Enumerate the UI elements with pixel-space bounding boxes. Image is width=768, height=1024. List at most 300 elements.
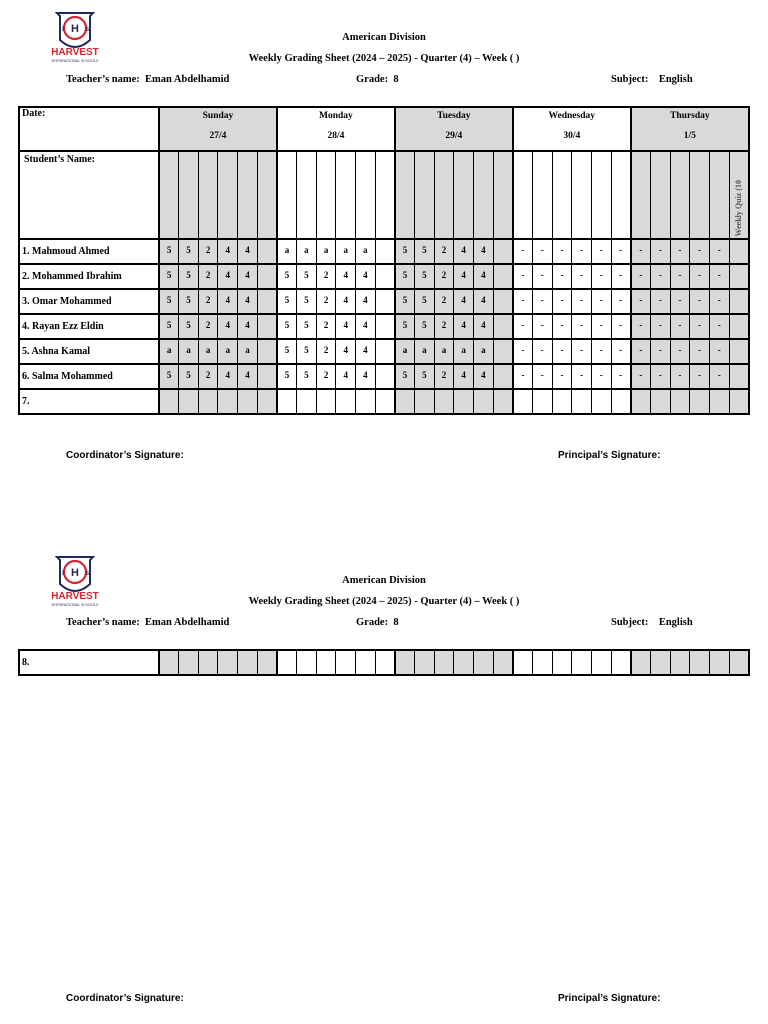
grade-value: - bbox=[639, 244, 643, 255]
grade-cell[interactable] bbox=[159, 339, 179, 364]
grade-cell[interactable] bbox=[611, 239, 631, 264]
grade-cell[interactable] bbox=[513, 650, 533, 675]
grade-cell[interactable] bbox=[434, 650, 454, 675]
grade-cell[interactable] bbox=[631, 364, 651, 389]
student-name: 6. Salma Mohammed bbox=[19, 364, 159, 389]
grade-cell[interactable] bbox=[277, 364, 297, 389]
grade-cell[interactable] bbox=[611, 289, 631, 314]
grade-cell[interactable] bbox=[356, 339, 376, 364]
grade-cell[interactable] bbox=[709, 364, 729, 389]
grade-cell[interactable] bbox=[277, 289, 297, 314]
grade-cell[interactable] bbox=[277, 314, 297, 339]
grade-cell[interactable] bbox=[297, 389, 317, 414]
grade-cell[interactable] bbox=[611, 364, 631, 389]
grade-cell[interactable] bbox=[277, 239, 297, 264]
grade-cell[interactable] bbox=[591, 239, 611, 264]
subject-info: Subject: English bbox=[611, 617, 693, 628]
grade-cell[interactable] bbox=[513, 239, 533, 264]
teacher-info: Teacher’s name: Eman Abdelhamid bbox=[66, 74, 230, 85]
day-name: Wednesday bbox=[548, 111, 596, 121]
grade-cell[interactable] bbox=[709, 650, 729, 675]
grade-cell[interactable] bbox=[670, 364, 690, 389]
grade-cell[interactable] bbox=[277, 264, 297, 289]
grade-cell[interactable] bbox=[591, 650, 611, 675]
grade-cell[interactable] bbox=[297, 650, 317, 675]
grade-cell[interactable] bbox=[198, 239, 218, 264]
grade-cell[interactable] bbox=[415, 239, 435, 264]
grade-cell[interactable] bbox=[218, 339, 238, 364]
grade-cell[interactable] bbox=[474, 650, 494, 675]
grade-cell[interactable] bbox=[454, 364, 474, 389]
quiz-cell[interactable] bbox=[729, 239, 749, 264]
grade-cell[interactable] bbox=[690, 339, 710, 364]
grade-value: 5 bbox=[422, 294, 427, 305]
grade-cell[interactable] bbox=[198, 339, 218, 364]
grade-cell[interactable] bbox=[238, 314, 258, 339]
day-name: Tuesday bbox=[437, 111, 471, 121]
grade-cell[interactable] bbox=[415, 264, 435, 289]
grade-cell[interactable] bbox=[356, 264, 376, 289]
quiz-cell[interactable] bbox=[729, 364, 749, 389]
grade-cell[interactable] bbox=[336, 289, 356, 314]
grade-value: - bbox=[599, 344, 603, 355]
grade-cell[interactable] bbox=[670, 389, 690, 414]
quiz-cell[interactable] bbox=[729, 389, 749, 414]
grade-cell[interactable] bbox=[375, 314, 395, 339]
grade-cell[interactable] bbox=[395, 650, 415, 675]
grade-cell[interactable] bbox=[218, 314, 238, 339]
grade-cell[interactable] bbox=[454, 389, 474, 414]
grade-cell[interactable] bbox=[670, 239, 690, 264]
grade-cell[interactable] bbox=[454, 339, 474, 364]
grade-cell[interactable] bbox=[552, 314, 572, 339]
grade-cell[interactable] bbox=[297, 339, 317, 364]
grade-value: - bbox=[560, 244, 564, 255]
grade-cell[interactable] bbox=[552, 264, 572, 289]
grade-cell[interactable] bbox=[493, 339, 513, 364]
grade-cell[interactable] bbox=[218, 650, 238, 675]
grade-cell[interactable] bbox=[650, 364, 670, 389]
grade-value: - bbox=[717, 294, 721, 305]
student-row bbox=[19, 650, 749, 675]
grade-cell[interactable] bbox=[611, 264, 631, 289]
grade-cell[interactable] bbox=[631, 650, 651, 675]
grade-cell[interactable] bbox=[454, 289, 474, 314]
grade-cell[interactable] bbox=[297, 314, 317, 339]
grade-cell[interactable] bbox=[257, 364, 277, 389]
grade-cell[interactable] bbox=[159, 364, 179, 389]
grade-cell[interactable] bbox=[415, 289, 435, 314]
day-name: Thursday bbox=[670, 111, 710, 121]
svg-text:INTERNATIONAL SCHOOLS: INTERNATIONAL SCHOOLS bbox=[51, 603, 99, 607]
grade-value: 5 bbox=[186, 369, 191, 380]
grade-cell[interactable] bbox=[395, 289, 415, 314]
grade-cell[interactable] bbox=[297, 364, 317, 389]
grade-cell[interactable] bbox=[218, 289, 238, 314]
grade-cell[interactable] bbox=[650, 650, 670, 675]
grade-cell[interactable] bbox=[552, 389, 572, 414]
grade-cell[interactable] bbox=[356, 389, 376, 414]
grade-cell[interactable] bbox=[336, 389, 356, 414]
grade-value: - bbox=[698, 344, 702, 355]
grade-cell[interactable] bbox=[650, 264, 670, 289]
grade-cell[interactable] bbox=[218, 264, 238, 289]
grade-cell[interactable] bbox=[316, 389, 336, 414]
grade-cell[interactable] bbox=[395, 339, 415, 364]
grade-cell[interactable] bbox=[316, 289, 336, 314]
grade-cell[interactable] bbox=[670, 339, 690, 364]
grade-cell[interactable] bbox=[415, 314, 435, 339]
grade-cell[interactable] bbox=[415, 389, 435, 414]
grade-cell[interactable] bbox=[395, 264, 415, 289]
grade-cell[interactable] bbox=[572, 339, 592, 364]
grade-value: - bbox=[599, 269, 603, 280]
grade-cell[interactable] bbox=[611, 389, 631, 414]
quiz-cell[interactable] bbox=[729, 264, 749, 289]
grade-value: 4 bbox=[245, 269, 250, 280]
grade-cell[interactable] bbox=[434, 364, 454, 389]
grade-cell[interactable] bbox=[552, 289, 572, 314]
grade-cell[interactable] bbox=[159, 314, 179, 339]
grade-cell[interactable] bbox=[434, 264, 454, 289]
grade-cell[interactable] bbox=[513, 389, 533, 414]
grade-cell[interactable] bbox=[198, 264, 218, 289]
student-row bbox=[19, 314, 749, 339]
grade-cell[interactable] bbox=[591, 264, 611, 289]
grade-cell[interactable] bbox=[454, 314, 474, 339]
grade-value: - bbox=[599, 369, 603, 380]
grade-cell[interactable] bbox=[572, 364, 592, 389]
grade-cell[interactable] bbox=[709, 314, 729, 339]
grade-cell[interactable] bbox=[434, 289, 454, 314]
grade-cell[interactable] bbox=[375, 650, 395, 675]
grade-cell[interactable] bbox=[356, 314, 376, 339]
grade-cell[interactable] bbox=[572, 239, 592, 264]
grade-cell[interactable] bbox=[670, 289, 690, 314]
grade-cell[interactable] bbox=[690, 364, 710, 389]
grade-cell[interactable] bbox=[198, 650, 218, 675]
grade-value: - bbox=[540, 244, 544, 255]
grade-cell[interactable] bbox=[670, 650, 690, 675]
grade-cell[interactable] bbox=[513, 289, 533, 314]
grade-cell[interactable] bbox=[572, 314, 592, 339]
grade-cell[interactable] bbox=[493, 239, 513, 264]
grade-cell[interactable] bbox=[631, 339, 651, 364]
grade-cell[interactable] bbox=[375, 389, 395, 414]
grade-cell[interactable] bbox=[690, 650, 710, 675]
grade-cell[interactable] bbox=[434, 239, 454, 264]
grade-cell[interactable] bbox=[375, 364, 395, 389]
grade-cell[interactable] bbox=[493, 264, 513, 289]
grade-cell[interactable] bbox=[277, 389, 297, 414]
grade-cell[interactable] bbox=[159, 389, 179, 414]
grade-cell[interactable] bbox=[316, 339, 336, 364]
grade-cell[interactable] bbox=[356, 364, 376, 389]
grade-cell[interactable] bbox=[179, 364, 199, 389]
grading-table bbox=[18, 106, 750, 415]
grade-value: 2 bbox=[323, 369, 329, 380]
grade-cell[interactable] bbox=[257, 239, 277, 264]
grade-cell[interactable] bbox=[356, 239, 376, 264]
grade-cell[interactable] bbox=[591, 289, 611, 314]
grade-cell[interactable] bbox=[198, 289, 218, 314]
grade-cell[interactable] bbox=[631, 289, 651, 314]
grade-cell[interactable] bbox=[493, 289, 513, 314]
grade-cell[interactable] bbox=[591, 364, 611, 389]
grade-column-header bbox=[513, 151, 533, 239]
grade-cell[interactable] bbox=[238, 289, 258, 314]
day-date: 29/4 bbox=[445, 131, 463, 141]
grade-cell[interactable] bbox=[709, 339, 729, 364]
grade-cell[interactable] bbox=[591, 314, 611, 339]
grade-cell[interactable] bbox=[709, 289, 729, 314]
grade-cell[interactable] bbox=[218, 364, 238, 389]
grade-cell[interactable] bbox=[591, 339, 611, 364]
grade-cell[interactable] bbox=[631, 389, 651, 414]
grade-cell[interactable] bbox=[316, 364, 336, 389]
grade-value: a bbox=[284, 244, 290, 255]
grade-cell[interactable] bbox=[434, 314, 454, 339]
grade-cell[interactable] bbox=[474, 239, 494, 264]
grade-cell[interactable] bbox=[572, 389, 592, 414]
grade-cell[interactable] bbox=[316, 264, 336, 289]
grade-cell[interactable] bbox=[257, 289, 277, 314]
grade-cell[interactable] bbox=[316, 239, 336, 264]
grade-cell[interactable] bbox=[238, 264, 258, 289]
grade-cell[interactable] bbox=[513, 314, 533, 339]
grade-cell[interactable] bbox=[611, 314, 631, 339]
grade-cell[interactable] bbox=[218, 239, 238, 264]
grade-cell[interactable] bbox=[611, 339, 631, 364]
grade-cell[interactable] bbox=[238, 389, 258, 414]
grade-cell[interactable] bbox=[709, 389, 729, 414]
grade-cell[interactable] bbox=[297, 289, 317, 314]
grade-value: 4 bbox=[461, 294, 466, 305]
grade-cell[interactable] bbox=[395, 314, 415, 339]
grade-cell[interactable] bbox=[336, 264, 356, 289]
grade-value: 2 bbox=[441, 269, 447, 280]
grade-cell[interactable] bbox=[277, 650, 297, 675]
grade-cell[interactable] bbox=[375, 264, 395, 289]
grade-cell[interactable] bbox=[454, 650, 474, 675]
grade-cell[interactable] bbox=[493, 364, 513, 389]
grade-cell[interactable] bbox=[257, 264, 277, 289]
grade-cell[interactable] bbox=[513, 339, 533, 364]
grade-cell[interactable] bbox=[513, 364, 533, 389]
student-row bbox=[19, 289, 749, 314]
quiz-cell[interactable] bbox=[729, 314, 749, 339]
grade-value: 4 bbox=[245, 369, 250, 380]
grade-cell[interactable] bbox=[415, 339, 435, 364]
student-row bbox=[19, 389, 749, 414]
student-name: 5. Ashna Kamal bbox=[19, 339, 159, 364]
grade-value: 5 bbox=[402, 294, 408, 305]
grade-cell[interactable] bbox=[532, 389, 552, 414]
grade-cell[interactable] bbox=[670, 264, 690, 289]
grade-cell[interactable] bbox=[650, 289, 670, 314]
grade-cell[interactable] bbox=[572, 264, 592, 289]
grade-cell[interactable] bbox=[474, 364, 494, 389]
grade-value: 2 bbox=[205, 369, 211, 380]
grade-cell[interactable] bbox=[434, 339, 454, 364]
student-name: 1. Mahmoud Ahmed bbox=[19, 239, 159, 264]
coordinator-signature: Coordinator’s Signature: bbox=[66, 450, 184, 461]
grade-cell[interactable] bbox=[336, 314, 356, 339]
grade-cell[interactable] bbox=[395, 389, 415, 414]
grade-cell[interactable] bbox=[690, 239, 710, 264]
grade-cell[interactable] bbox=[709, 264, 729, 289]
grade-cell[interactable] bbox=[218, 389, 238, 414]
grade-cell[interactable] bbox=[159, 239, 179, 264]
grade-cell[interactable] bbox=[336, 239, 356, 264]
student-name: 7. bbox=[19, 389, 159, 414]
grade-cell[interactable] bbox=[454, 264, 474, 289]
grade-cell[interactable] bbox=[591, 389, 611, 414]
grade-cell[interactable] bbox=[375, 339, 395, 364]
grade-cell[interactable] bbox=[159, 289, 179, 314]
grade-cell[interactable] bbox=[316, 314, 336, 339]
grade-cell[interactable] bbox=[238, 364, 258, 389]
grade-cell[interactable] bbox=[532, 289, 552, 314]
grade-cell[interactable] bbox=[375, 239, 395, 264]
grade-cell[interactable] bbox=[257, 650, 277, 675]
grade-cell[interactable] bbox=[650, 314, 670, 339]
grade-value: 4 bbox=[481, 319, 486, 330]
grade-cell[interactable] bbox=[552, 364, 572, 389]
grade-cell[interactable] bbox=[631, 264, 651, 289]
grade-cell[interactable] bbox=[552, 650, 572, 675]
day-header-sunday bbox=[159, 107, 277, 151]
grade-cell[interactable] bbox=[493, 314, 513, 339]
grade-cell[interactable] bbox=[690, 289, 710, 314]
grade-cell[interactable] bbox=[179, 650, 199, 675]
grade-cell[interactable] bbox=[179, 239, 199, 264]
grade-cell[interactable] bbox=[336, 650, 356, 675]
grade-cell[interactable] bbox=[316, 650, 336, 675]
grade-cell[interactable] bbox=[709, 239, 729, 264]
quiz-cell[interactable] bbox=[729, 289, 749, 314]
grade-cell[interactable] bbox=[670, 314, 690, 339]
grade-cell[interactable] bbox=[238, 339, 258, 364]
grade-cell[interactable] bbox=[179, 389, 199, 414]
grade-cell[interactable] bbox=[532, 264, 552, 289]
grade-cell[interactable] bbox=[415, 364, 435, 389]
grade-cell[interactable] bbox=[179, 339, 199, 364]
grade-cell[interactable] bbox=[395, 364, 415, 389]
grade-column-header bbox=[198, 151, 218, 239]
grade-cell[interactable] bbox=[493, 650, 513, 675]
grade-cell[interactable] bbox=[257, 339, 277, 364]
grade-cell[interactable] bbox=[532, 239, 552, 264]
grade-cell[interactable] bbox=[257, 389, 277, 414]
student-row bbox=[19, 239, 749, 264]
grade-cell[interactable] bbox=[179, 264, 199, 289]
grade-value: 5 bbox=[284, 344, 290, 355]
grade-cell[interactable] bbox=[434, 389, 454, 414]
grade-cell[interactable] bbox=[297, 239, 317, 264]
grade-cell[interactable] bbox=[356, 289, 376, 314]
grade-cell[interactable] bbox=[690, 314, 710, 339]
grade-cell[interactable] bbox=[532, 339, 552, 364]
grade-cell[interactable] bbox=[572, 650, 592, 675]
grade-cell[interactable] bbox=[179, 314, 199, 339]
grade-cell[interactable] bbox=[297, 264, 317, 289]
grade-column-header bbox=[670, 151, 690, 239]
grade-cell[interactable] bbox=[532, 364, 552, 389]
grade-cell[interactable] bbox=[198, 389, 218, 414]
grade-value: 2 bbox=[205, 319, 211, 330]
grade-cell[interactable] bbox=[454, 239, 474, 264]
grade-cell[interactable] bbox=[532, 314, 552, 339]
grade-cell[interactable] bbox=[474, 289, 494, 314]
grade-cell[interactable] bbox=[395, 239, 415, 264]
grade-value: - bbox=[521, 319, 525, 330]
grade-cell[interactable] bbox=[650, 389, 670, 414]
grade-cell[interactable] bbox=[474, 314, 494, 339]
grade-cell[interactable] bbox=[631, 314, 651, 339]
grade-value: 2 bbox=[441, 369, 447, 380]
grade-cell[interactable] bbox=[159, 264, 179, 289]
quiz-cell[interactable] bbox=[729, 339, 749, 364]
grade-value: a bbox=[441, 344, 447, 355]
grade-cell[interactable] bbox=[611, 650, 631, 675]
grade-cell[interactable] bbox=[238, 650, 258, 675]
grade-cell[interactable] bbox=[552, 239, 572, 264]
grade-value: - bbox=[560, 344, 564, 355]
grade-value: - bbox=[560, 319, 564, 330]
grade-cell[interactable] bbox=[532, 650, 552, 675]
grade-cell[interactable] bbox=[552, 339, 572, 364]
grade-cell[interactable] bbox=[650, 339, 670, 364]
grade-column-header bbox=[454, 151, 474, 239]
grade-cell[interactable] bbox=[474, 389, 494, 414]
quiz-cell[interactable] bbox=[729, 650, 749, 675]
grade-value: 4 bbox=[481, 244, 486, 255]
grade-cell[interactable] bbox=[572, 289, 592, 314]
grade-cell[interactable] bbox=[375, 289, 395, 314]
grade-cell[interactable] bbox=[474, 264, 494, 289]
grade-cell[interactable] bbox=[631, 239, 651, 264]
grade-cell[interactable] bbox=[690, 264, 710, 289]
grade-cell[interactable] bbox=[336, 339, 356, 364]
grade-cell[interactable] bbox=[690, 389, 710, 414]
grade-cell[interactable] bbox=[336, 364, 356, 389]
grade-column-header bbox=[415, 151, 435, 239]
grade-cell[interactable] bbox=[513, 264, 533, 289]
grade-column-header bbox=[532, 151, 552, 239]
grade-cell[interactable] bbox=[257, 314, 277, 339]
grade-cell[interactable] bbox=[650, 239, 670, 264]
grade-cell[interactable] bbox=[238, 239, 258, 264]
student-name: 2. Mohammed Ibrahim bbox=[19, 264, 159, 289]
grade-cell[interactable] bbox=[493, 389, 513, 414]
grade-cell[interactable] bbox=[277, 339, 297, 364]
grade-value: 5 bbox=[166, 269, 172, 280]
grade-column-header bbox=[690, 151, 710, 239]
grade-cell[interactable] bbox=[356, 650, 376, 675]
grade-column-header bbox=[218, 151, 238, 239]
grade-value: 4 bbox=[481, 269, 486, 280]
grade-cell[interactable] bbox=[179, 289, 199, 314]
grade-cell[interactable] bbox=[415, 650, 435, 675]
grade-value: 4 bbox=[343, 344, 348, 355]
grade-cell[interactable] bbox=[198, 364, 218, 389]
grade-cell[interactable] bbox=[198, 314, 218, 339]
student-row bbox=[19, 364, 749, 389]
grade-cell[interactable] bbox=[159, 650, 179, 675]
grade-cell[interactable] bbox=[474, 339, 494, 364]
grade-value: 5 bbox=[402, 319, 408, 330]
